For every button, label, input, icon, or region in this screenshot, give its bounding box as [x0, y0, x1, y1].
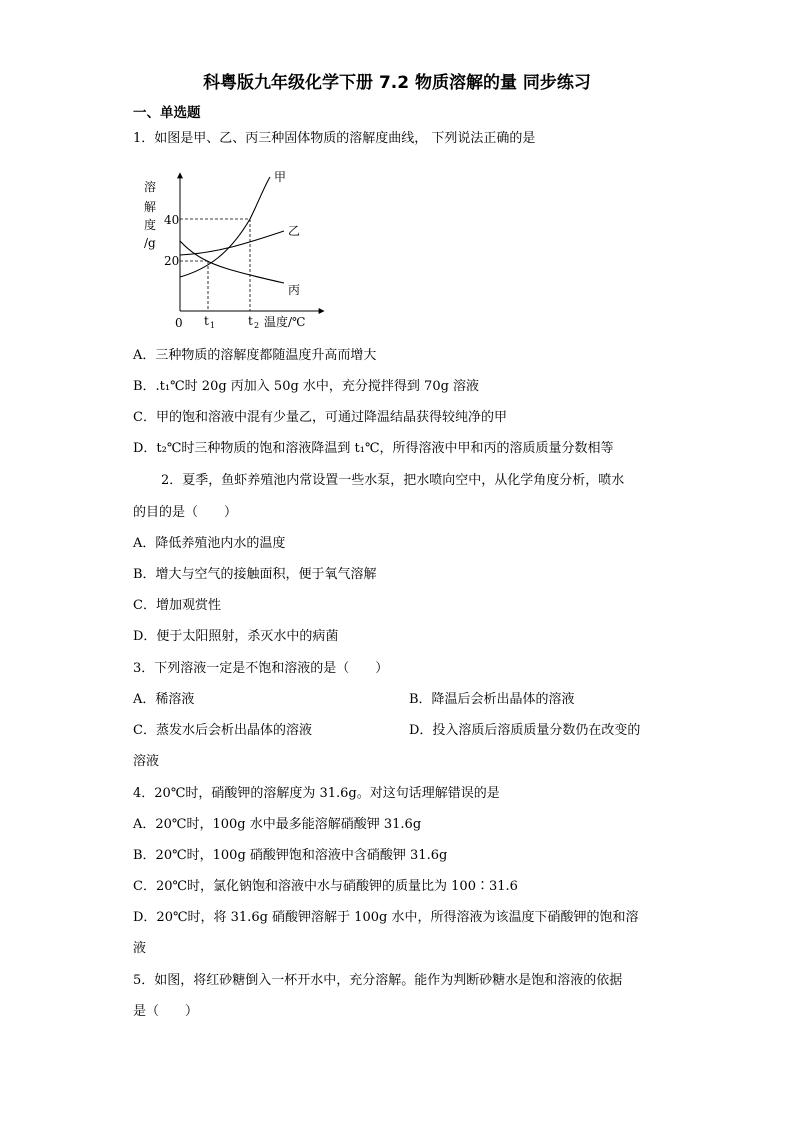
q4-option-a: A．20℃时，100g 水中最多能溶解硝酸钾 31.6g	[133, 817, 422, 832]
q4-option-d: D．20℃时，将 31.6g 硝酸钾溶解于 100g 水中，所得溶液为该温度下硝酸钾的饱和溶	[133, 910, 639, 925]
q3-stem: 3．下列溶液一定是不饱和溶液的是（ ）	[133, 661, 389, 676]
q2-stem-1: 2．夏季，鱼虾养殖池内常设置一些水泵，把水喷向空中，从化学角度分析，喷水	[161, 473, 625, 488]
x-label: 温度/℃	[264, 315, 306, 329]
label-yi: 乙	[288, 224, 301, 238]
q1-option-d: D．t₂℃时三种物质的饱和溶液降温到 t₁℃，所得溶液中甲和丙的溶质质量分数相等	[133, 441, 614, 456]
x-tick-t2: t	[248, 314, 253, 328]
q2-option-d: D．便于太阳照射，杀灭水中的病菌	[133, 629, 339, 644]
q2-stem-2: 的目的是（ ）	[133, 505, 238, 520]
page-title: 科粤版九年级化学下册 7.2 物质溶解的量 同步练习	[203, 73, 591, 93]
solubility-curve-figure	[138, 165, 338, 335]
x-tick-t1-sub: 1	[210, 321, 216, 330]
curve-jia	[180, 177, 270, 277]
origin-label: 0	[175, 316, 183, 330]
y-label-3: 度	[144, 218, 157, 232]
q1-option-c: C．甲的饱和溶液中混有少量乙，可通过降温结晶获得较纯净的甲	[133, 410, 507, 425]
q1-option-b: B．.t₁℃时 20g 丙加入 50g 水中，充分搅拌得到 70g 溶液	[133, 379, 480, 394]
q3-option-c: C．蒸发水后会析出晶体的溶液	[133, 723, 312, 738]
q3-option-a: A．稀溶液	[133, 692, 195, 707]
q2-option-c: C．增加观赏性	[133, 598, 221, 613]
q3-option-d: D．投入溶质后溶质质量分数仍在改变的	[409, 723, 641, 738]
q4-option-b: B．20℃时，100g 硝酸钾饱和溶液中含硝酸钾 31.6g	[133, 848, 448, 863]
q4-stem: 4．20℃时，硝酸钾的溶解度为 31.6g。对这句话理解错误的是	[133, 786, 500, 801]
q3-option-b: B．降温后会析出晶体的溶液	[409, 692, 575, 707]
x-tick-t1: t	[204, 314, 209, 328]
q5-stem-1: 5．如图，将红砂糖倒入一杯开水中，充分溶解。能作为判断砂糖水是饱和溶液的依据	[133, 973, 623, 988]
q1-option-a: A．三种物质的溶解度都随温度升高而增大	[133, 348, 377, 363]
label-jia: 甲	[274, 170, 287, 184]
q4-option-c: C．20℃时，氯化钠饱和溶液中水与硝酸钾的质量比为 100∶31.6	[133, 879, 518, 894]
y-tick-20: 20	[164, 254, 180, 268]
y-label-4: /g	[144, 236, 156, 250]
q3-option-d-cont: 溶液	[133, 754, 160, 769]
q5-stem-2: 是（ ）	[133, 1004, 199, 1019]
section-heading: 一、单选题	[133, 105, 201, 121]
label-bing: 丙	[288, 283, 301, 297]
curve-yi	[180, 231, 284, 255]
y-label-2: 解	[144, 200, 157, 214]
q4-option-d-cont: 液	[133, 941, 147, 956]
y-label-1: 溶	[144, 180, 157, 194]
q2-option-b: B．增大与空气的接触面积，便于氧气溶解	[133, 567, 377, 582]
x-tick-t2-sub: 2	[254, 321, 260, 330]
q2-option-a: A．降低养殖池内水的温度	[133, 536, 286, 551]
y-tick-40: 40	[164, 213, 180, 227]
q1-stem: 1．如图是甲、乙、丙三种固体物质的溶解度曲线， 下列说法正确的是	[133, 131, 536, 146]
